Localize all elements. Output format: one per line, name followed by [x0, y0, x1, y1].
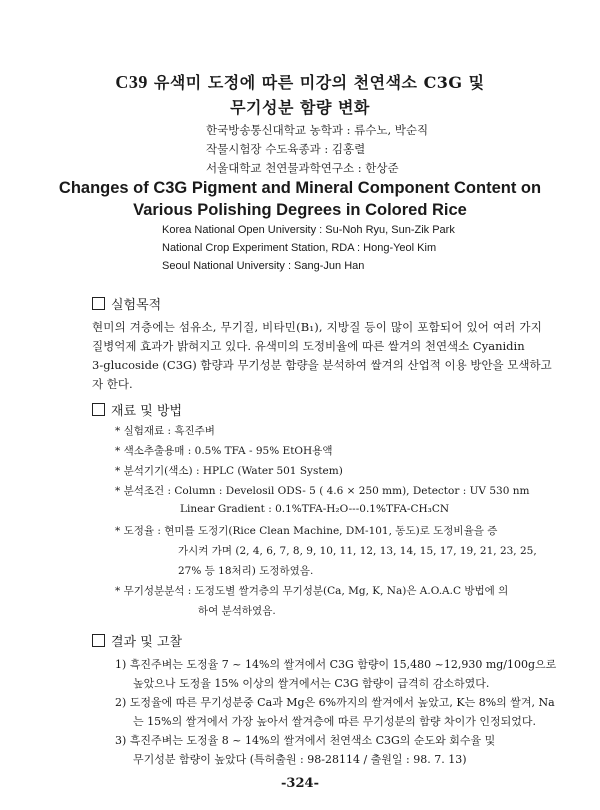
method-item-gradient: Linear Gradient : 0.1%TFA-H₂O---0.1%TFA-CH₃CN — [180, 503, 450, 515]
checkbox-square-icon — [92, 297, 105, 310]
title-korean-line1: C39 유색미 도정에 따른 미강의 천연색소 C3G 및 — [115, 72, 485, 92]
method-item-material: * 실험재료 : 흑진주벼 — [115, 425, 215, 437]
result-line-5: 3) 흑진주벼는 도정율 8 ~ 14%의 쌀겨에서 천연색소 C3G의 순도와 회수율 및 — [115, 734, 496, 747]
affiliation-ko-1: 한국방송통신대학교 농학과 : 류수노, 박순직 — [206, 123, 429, 137]
method-item-mineral: * 무기성분분석 : 도정도별 쌀겨층의 무기성분(Ca, Mg, K, Na)은 A.O.A.C 방법에 의 — [115, 585, 509, 597]
checkbox-square-icon — [92, 634, 105, 647]
purpose-line-4: 자 한다. — [92, 377, 133, 391]
purpose-line-1: 현미의 겨층에는 섬유소, 무기질, 비타민(B₁), 지방질 등이 많이 포함되어 있어 여러 가지 — [92, 320, 543, 334]
affiliation-en-3: Seoul National University : Sang-Jun Han — [162, 260, 365, 272]
result-line-2: 높았으나 도정율 15% 이상의 쌀겨에서는 C3G 함량이 급격히 감소하였다. — [133, 677, 490, 690]
abstract-code: C39 — [115, 72, 148, 92]
method-item-polishing: * 도정율 : 현미를 도정기(Rice Clean Machine, DM-101, 동도)로 도정비율을 증 — [115, 525, 498, 537]
result-line-4: 는 15%의 쌀겨에서 가장 높아서 쌀겨층에 따른 무기성분의 함량 차이가 인정되었다. — [133, 715, 536, 728]
purpose-line-3: 3-glucoside (C3G) 함량과 무기성분 함량을 분석하여 쌀겨의 산업적 이용 방안을 모색하고 — [92, 358, 552, 372]
affiliation-en-1: Korea National Open University : Su-Noh Ryu, Sun-Zik Park — [162, 224, 455, 236]
affiliation-en-2: National Crop Experiment Station, RDA : Hong-Yeol Kim — [162, 242, 437, 254]
result-line-6: 무기성분 함량이 높았다 (특허출원 : 98-28114 / 출원일 : 98. 7. 13) — [133, 753, 467, 766]
method-item-instrument: * 분석기기(색소) : HPLC (Water 501 System) — [115, 465, 343, 477]
method-item-polishing-cont-1: 가시켜 가며 (2, 4, 6, 7, 8, 9, 10, 11, 12, 13, 14, 15, 17, 19, 21, 23, 25, — [178, 545, 537, 557]
method-item-solvent: * 색소추출용매 : 0.5% TFA - 95% EtOH용액 — [115, 445, 333, 457]
result-line-3: 2) 도정율에 따른 무기성분중 Ca과 Mg은 6%까지의 쌀겨에서 높았고, K는 8%의 쌀겨, Na — [115, 696, 555, 709]
method-item-polishing-cont-2: 27% 등 18처리) 도정하였음. — [178, 565, 314, 577]
section-heading-results: 결과 및 고찰 — [92, 631, 182, 650]
title-english-line1: Changes of C3G Pigment and Mineral Component Content on — [58, 179, 542, 197]
purpose-line-2: 질병억제 효과가 밝혀지고 있다. 유색미의 도정비율에 따른 쌀겨의 천연색소 Cyanidin — [92, 339, 525, 353]
result-line-1: 1) 흑진주벼는 도정율 7 ~ 14%의 쌀겨에서 C3G 함량이 15,480 ~12,930 mg/100g으로 — [115, 658, 557, 671]
section-heading-methods: 재료 및 방법 — [92, 400, 182, 419]
page-number: -324- — [281, 776, 319, 791]
title-korean-line2: 무기성분 함량 변화 — [230, 98, 370, 117]
affiliation-ko-2: 작물시험장 수도육종과 : 김홍렬 — [206, 142, 366, 156]
checkbox-square-icon — [92, 403, 105, 416]
affiliation-ko-3: 서울대학교 천연물과학연구소 : 한상준 — [206, 161, 399, 175]
method-item-mineral-cont: 하여 분석하였음. — [198, 605, 276, 617]
section-heading-purpose: 실험목적 — [92, 294, 161, 313]
method-item-conditions: * 분석조건 : Column : Develosil ODS- 5 ( 4.6 × 250 mm), Detector : UV 530 nm — [115, 485, 530, 497]
title-english-line2: Various Polishing Degrees in Colored Rice — [133, 201, 467, 219]
